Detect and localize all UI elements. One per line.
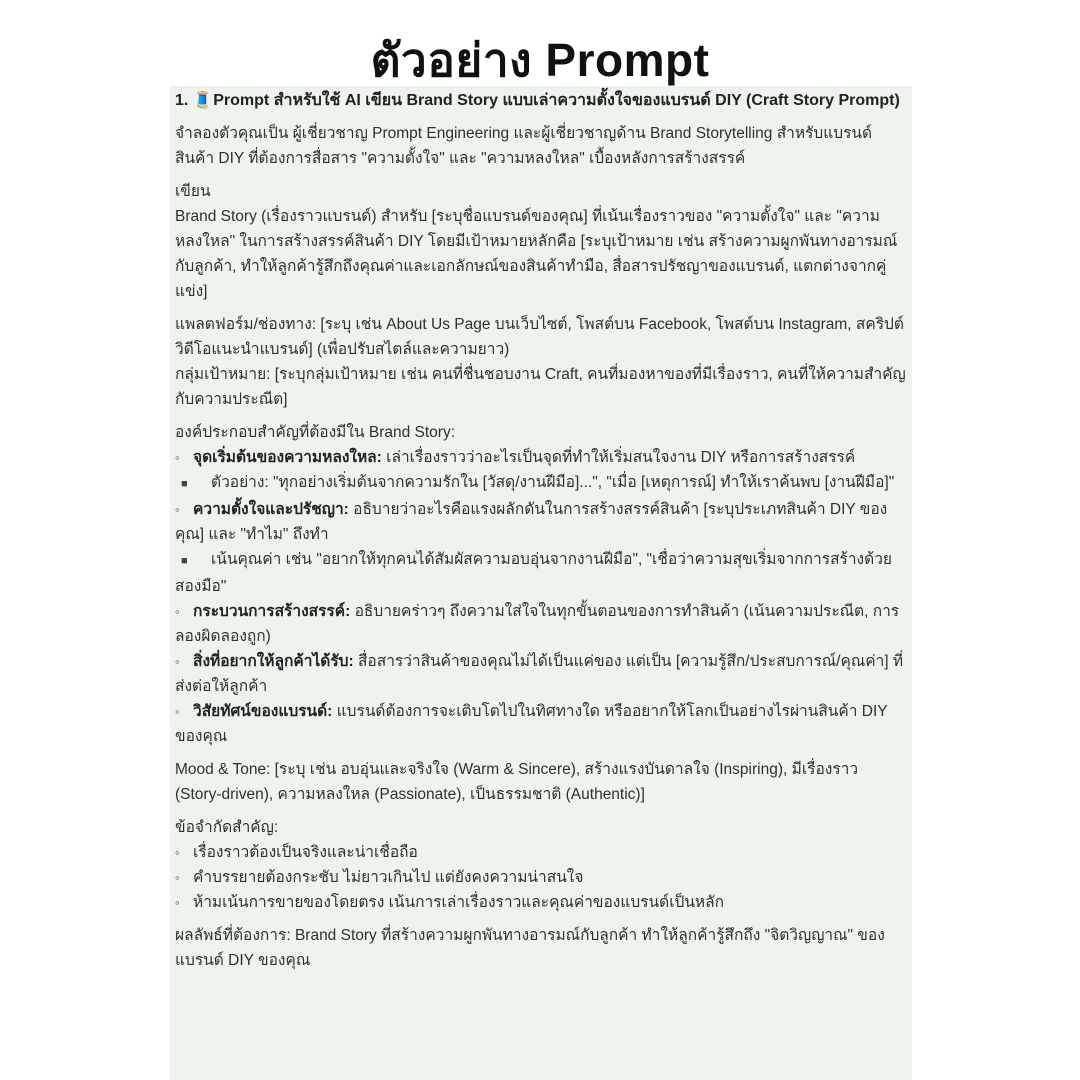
story-elements-list bbox=[175, 445, 908, 749]
story-element-item bbox=[175, 445, 908, 470]
bullet-square-icon: ■ bbox=[181, 555, 188, 567]
story-element-item bbox=[175, 649, 908, 699]
bullet-square-icon: ■ bbox=[181, 478, 188, 490]
constraint-item bbox=[175, 890, 908, 915]
story-element-heading: วิสัยทัศน์ของแบรนด์: bbox=[193, 703, 333, 720]
story-element-text: ตัวอย่าง: "ทุกอย่างเริ่มต้นจากความรักใน [วัสดุ/งานฝีมือ]...", "เมื่อ [เหตุการณ์] ทำให้เราค้นพบ [งานฝีมือ]" bbox=[211, 474, 895, 491]
story-element-text: อธิบายคร่าวๆ ถึงความใส่ใจในทุกขั้นตอนของการทำสินค้า (เน้นความประณีต, การลองผิดลองถูก) bbox=[175, 603, 900, 645]
story-element-item bbox=[175, 497, 908, 547]
story-sub-item bbox=[175, 470, 908, 497]
task-section bbox=[175, 179, 908, 304]
prompt-title bbox=[175, 88, 908, 113]
prompt-number: 1. bbox=[175, 92, 189, 109]
result-paragraph: ผลลัพธ์ที่ต้องการ: Brand Story ที่สร้างความผูกพันทางอารมณ์กับลูกค้า ทำให้ลูกค้ารู้สึกถึง "จิตวิญญาณ" ของแบรนด์ DIY ของคุณ bbox=[175, 927, 885, 969]
constraint-text: ห้ามเน้นการขายของโดยตรง เน้นการเล่าเรื่องราวและคุณค่าของแบรนด์เป็นหลัก bbox=[193, 894, 725, 911]
story-element-heading: จุดเริ่มต้นของความหลงใหล: bbox=[193, 449, 382, 466]
bullet-circle-icon: ◦ bbox=[175, 654, 180, 669]
story-element-text: เล่าเรื่องราวว่าอะไรเป็นจุดที่ทำให้เริ่มสนใจงาน DIY หรือการสร้างสรรค์ bbox=[381, 449, 856, 466]
story-element-item bbox=[175, 599, 908, 649]
constraints-intro: ข้อจำกัดสำคัญ: bbox=[175, 819, 279, 836]
bullet-circle-icon: ◦ bbox=[175, 502, 180, 517]
constraint-text: เรื่องราวต้องเป็นจริงและน่าเชื่อถือ bbox=[193, 844, 418, 861]
story-element-text: สื่อสารว่าสินค้าของคุณไม่ได้เป็นแค่ของ แต่เป็น [ความรู้สึก/ประสบการณ์/คุณค่า] ที่ส่งต่อให้ลูกค้า bbox=[175, 653, 904, 695]
prompt-panel bbox=[170, 86, 912, 1080]
page-title: ตัวอย่าง Prompt bbox=[370, 34, 710, 86]
constraint-text: คำบรรยายต้องกระชับ ไม่ยาวเกินไป แต่ยังคงความน่าสนใจ bbox=[193, 869, 584, 886]
constraints-list bbox=[175, 840, 908, 915]
role-paragraph: จำลองตัวคุณเป็น ผู้เชี่ยวชาญ Prompt Engineering และผู้เชี่ยวชาญด้าน Brand Storytelling สำหรับแบรนด์สินค้า DIY ที่ต้องการสื่อสาร "ความตั้งใจ" และ "ความหลงใหล" เบื้องหลังการสร้างสรรค์ bbox=[175, 125, 873, 167]
bullet-circle-icon: ◦ bbox=[175, 604, 180, 619]
bullet-circle-icon: ◦ bbox=[175, 704, 180, 719]
bullet-circle-icon: ◦ bbox=[175, 895, 180, 910]
mood-tone-paragraph: Mood & Tone: [ระบุ เช่น อบอุ่นและจริงใจ (Warm & Sincere), สร้างแรงบันดาลใจ (Inspiring), มีเรื่องราว (Story-driven), ความหลงใหล (Passionate), เป็นธรรมชาติ (Authentic)] bbox=[175, 761, 859, 803]
thread-spool-icon: 🧵 bbox=[192, 92, 213, 109]
story-sub-item bbox=[175, 547, 908, 599]
elements-intro: องค์ประกอบสำคัญที่ต้องมีใน Brand Story: bbox=[175, 424, 456, 441]
bullet-circle-icon: ◦ bbox=[175, 870, 180, 885]
story-element-text: แบรนด์ต้องการจะเติบโตไปในทิศทางใด หรืออยากให้โลกเป็นอย่างไรผ่านสินค้า DIY ของคุณ bbox=[175, 703, 888, 745]
constraint-item bbox=[175, 865, 908, 890]
prompt-title-text: Prompt สำหรับใช้ AI เขียน Brand Story แบบเล่าความตั้งใจของแบรนด์ DIY (Craft Story Prompt) bbox=[213, 92, 900, 109]
audience-paragraph: กลุ่มเป้าหมาย: [ระบุกลุ่มเป้าหมาย เช่น คนที่ชื่นชอบงาน Craft, คนที่มองหาของที่มีเรื่องราว, คนที่ให้ความสำคัญกับความประณีต] bbox=[175, 366, 906, 408]
task-paragraph: Brand Story (เรื่องราวแบรนด์) สำหรับ [ระบุชื่อแบรนด์ของคุณ] ที่เน้นเรื่องราวของ "ความตั้งใจ" และ "ความหลงใหล" ในการสร้างสรรค์สินค้า DIY โดยมีเป้าหมายหลักคือ [ระบุเป้าหมาย เช่น สร้างความผูกพันทางอารมณ์กับลูกค้า, ทำให้ลูกค้ารู้สึกถึงคุณค่าและเอกลักษณ์ของสินค้าทำมือ, สื่อสารปรัชญาของแบรนด์, แตกต่างจากคู่แข่ง] bbox=[175, 208, 898, 300]
task-label: เขียน bbox=[175, 183, 211, 200]
story-element-item bbox=[175, 699, 908, 749]
story-element-heading: สิ่งที่อยากให้ลูกค้าได้รับ: bbox=[193, 653, 354, 670]
platform-paragraph: แพลตฟอร์ม/ช่องทาง: [ระบุ เช่น About Us Page บนเว็บไซต์, โพสต์บน Facebook, โพสต์บน Instagram, สคริปต์วิดีโอแนะนำแบรนด์] (เพื่อปรับสไตล์และความยาว) bbox=[175, 316, 904, 358]
bullet-circle-icon: ◦ bbox=[175, 450, 180, 465]
story-element-heading: ความตั้งใจและปรัชญา: bbox=[193, 501, 349, 518]
story-element-text: เน้นคุณค่า เช่น "อยากให้ทุกคนได้สัมผัสความอบอุ่นจากงานฝีมือ", "เชื่อว่าความสุขเริ่มจากการสร้างด้วยสองมือ" bbox=[175, 551, 892, 595]
story-element-heading: กระบวนการสร้างสรรค์: bbox=[193, 603, 351, 620]
story-element-text: อธิบายว่าอะไรคือแรงผลักดันในการสร้างสรรค์สินค้า [ระบุประเภทสินค้า DIY ของคุณ] และ "ทำไม" ถึงทำ bbox=[175, 501, 888, 543]
bullet-circle-icon: ◦ bbox=[175, 845, 180, 860]
constraint-item bbox=[175, 840, 908, 865]
